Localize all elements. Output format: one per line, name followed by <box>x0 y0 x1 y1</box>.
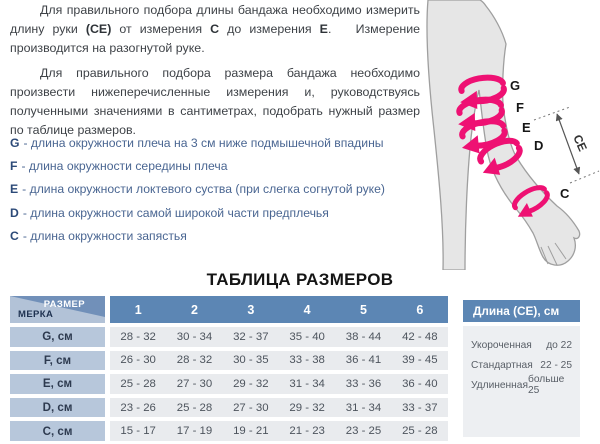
arm-diagram-svg <box>420 0 600 270</box>
cell: 25 - 28 <box>176 401 213 414</box>
cell: 30 - 34 <box>176 330 213 343</box>
ce-dotted-line-bottom <box>570 171 599 183</box>
cell: 39 - 45 <box>402 354 438 367</box>
measurement-item-d: D - длина окружности самой широкой части предплечья <box>10 205 329 220</box>
diagram-label-g: G <box>510 78 521 93</box>
length-panel-body <box>463 326 580 437</box>
size-col-6: 6 <box>416 302 424 317</box>
letter-e: Е <box>319 22 328 36</box>
length-panel <box>463 300 580 437</box>
cell: 28 - 32 <box>176 354 213 367</box>
cell: 32 - 37 <box>233 330 269 343</box>
size-header-band <box>110 296 448 323</box>
cell: 25 - 28 <box>402 425 438 438</box>
cell: 15 - 17 <box>120 425 156 438</box>
ce-abbrev: (СЕ) <box>85 22 112 36</box>
row-label-f: F, см <box>10 351 105 371</box>
cell: 21 - 23 <box>289 425 325 438</box>
measurement-item-f: F - длина окружности середины плеча <box>10 159 228 174</box>
corner-label-measure: МЕРКА <box>18 309 54 320</box>
measurement-item-c: C - длина окружности запястья <box>10 229 187 244</box>
cell: 38 - 44 <box>345 330 382 343</box>
diagram-label-d: D <box>534 138 544 153</box>
cell: 25 - 28 <box>120 377 156 390</box>
size-col-4: 4 <box>303 302 311 317</box>
corner-cell <box>10 296 105 323</box>
intro-paragraph-1: Для правильного подбора длины бандажа необходимо измерить длину руки (СЕ) от измерения С до измерения Е. Измерение производится на разогнутой руке. <box>10 3 421 55</box>
size-col-1: 1 <box>134 302 142 317</box>
size-table <box>10 296 448 444</box>
row-label-c: C, см <box>10 421 105 441</box>
arm-measurement-diagram <box>420 0 600 270</box>
intro-paragraph-2: Для правильного подбора размера бандажа необходимо произвести нижеперечисленные измерения и, руководствуясь полученными значениями в сантиметрах, подобрать нужный размер по таблице размеров. <box>10 66 420 137</box>
cell: 29 - 32 <box>289 401 325 414</box>
cell: 33 - 38 <box>289 354 325 367</box>
corner-label-size: РАЗМЕР <box>43 299 85 310</box>
cell: 30 - 35 <box>233 354 269 367</box>
size-col-5: 5 <box>360 302 367 317</box>
size-table-title: ТАБЛИЦА РАЗМЕРОВ <box>206 270 394 289</box>
intro-text <box>10 1 420 146</box>
diagram-label-e: E <box>522 120 531 135</box>
length-row-extended: Удлиненная больше 25 <box>471 374 565 396</box>
length-row-short: Укороченная до 22 <box>471 339 572 351</box>
table-row-g <box>10 327 448 347</box>
cell: 29 - 32 <box>233 377 269 390</box>
cell: 36 - 40 <box>402 377 438 390</box>
cell: 17 - 19 <box>176 425 213 438</box>
length-row-standard: Стандартная 22 - 25 <box>471 359 572 371</box>
cell: 31 - 34 <box>345 401 382 414</box>
table-row-d <box>10 398 448 418</box>
row-label-e: E, см <box>10 374 105 394</box>
table-row-c <box>10 421 448 441</box>
length-panel-header: Длина (СЕ), см <box>463 300 580 322</box>
measurement-item-g: G - длина окружности плеча на 3 см ниже подмышечной впадины <box>10 135 384 150</box>
letter-c: С <box>210 22 220 36</box>
ce-dotted-line-top <box>534 107 570 120</box>
cell: 35 - 40 <box>289 330 325 343</box>
cell: 23 - 26 <box>120 401 156 414</box>
measurement-list <box>10 131 422 248</box>
cell: 27 - 30 <box>233 401 269 414</box>
cell: 28 - 32 <box>120 330 156 343</box>
measurement-item-e: E - длина окружности локтевого суства (при слегка согнутой руке) <box>10 182 385 197</box>
size-table-header-row <box>10 296 448 323</box>
intro-p1-text: Для правильного подбора длины бандажа необходимо измерить длину руки <box>10 3 420 36</box>
cell: 36 - 41 <box>345 354 382 367</box>
cell: 33 - 36 <box>345 377 382 390</box>
ce-label: СЕ <box>570 132 590 154</box>
table-row-f <box>10 351 448 371</box>
cell: 19 - 21 <box>233 425 269 438</box>
diagram-label-c: C <box>560 186 570 201</box>
cell: 31 - 34 <box>289 377 325 390</box>
size-col-3: 3 <box>247 302 255 317</box>
cell: 26 - 30 <box>120 354 156 367</box>
cell: 42 - 48 <box>402 330 438 343</box>
size-col-2: 2 <box>191 302 198 317</box>
row-label-g: G, см <box>10 327 105 347</box>
cell: 27 - 30 <box>176 377 213 390</box>
row-label-d: D, см <box>10 398 105 418</box>
cell: 23 - 25 <box>345 425 382 438</box>
table-row-e <box>10 374 448 394</box>
diagram-label-f: F <box>516 100 524 115</box>
cell: 33 - 37 <box>402 401 438 414</box>
